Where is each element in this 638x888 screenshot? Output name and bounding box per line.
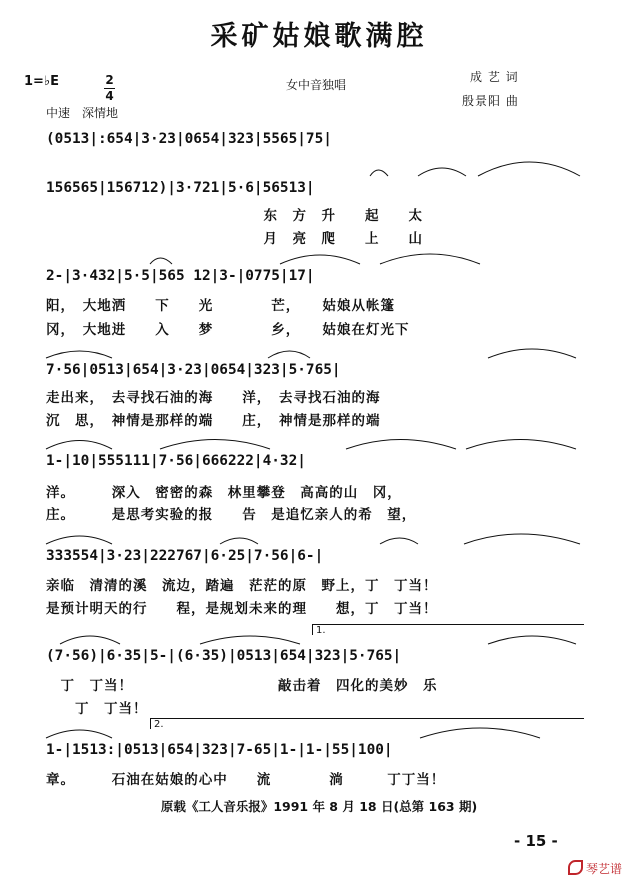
- notation-line-5: 1-|10|555111|7·56|666222|4·32|: [46, 453, 306, 469]
- source-note: 原载《工人音乐报》1991 年 8 月 18 日(总第 163 期): [160, 799, 478, 814]
- lyric-line-3b: 冈， 大地进 入 梦 乡， 姑娘在灯光下: [46, 322, 410, 338]
- slur: [268, 351, 310, 358]
- notation-line-8: 1-|1513:|0513|654|323|7-65|1-|1-|55|100|: [46, 742, 393, 758]
- slur: [418, 168, 466, 176]
- volta-bracket-1: 1.: [312, 624, 584, 635]
- song-title: 采矿姑娘歌满腔: [210, 21, 428, 52]
- logo-icon: [568, 860, 583, 875]
- notation-line-1: (0513|:654|3·23|0654|323|5565|75|: [46, 131, 332, 147]
- lyricist-credit: 成 艺 词: [470, 70, 519, 84]
- time-bottom: 4: [105, 89, 114, 103]
- slur: [280, 255, 360, 264]
- slur: [60, 636, 120, 644]
- tempo-marking: 中速 深情地: [46, 106, 119, 120]
- performance-type: 女中音独唱: [286, 78, 347, 92]
- slur: [160, 440, 270, 450]
- composer-credit: 殷景阳 曲: [462, 94, 519, 108]
- slur: [420, 728, 540, 738]
- slur: [150, 258, 172, 264]
- slur: [466, 440, 576, 450]
- lyric-line-5b: 庄。 是思考实验的报 告 是追忆亲人的希 望，: [46, 507, 417, 523]
- notation-line-4: 7·56|0513|654|3·23|0654|323|5·765|: [46, 362, 341, 378]
- lyric-line-5a: 洋。 深入 密密的森 林里攀登 高高的山 冈，: [46, 485, 402, 501]
- watermark-logo: [568, 860, 622, 877]
- time-top: 2: [105, 73, 114, 87]
- slur: [488, 636, 576, 644]
- slur: [464, 534, 580, 544]
- notation-line-2: 156565|156712)|3·721|5·6|56513|: [46, 180, 315, 196]
- notation-line-3: 2-|3·432|5·5|565 12|3-|0775|17|: [46, 268, 315, 284]
- page-number: - 15 -: [514, 832, 558, 850]
- lyric-line-4b: 沉 思， 神情是那样的端 庄， 神情是那样的端: [46, 413, 381, 429]
- slur: [46, 441, 112, 450]
- slur: [370, 170, 388, 176]
- slur: [220, 538, 258, 544]
- watermark-text: 琴艺谱: [586, 862, 623, 876]
- lyric-line-6b: 是预计明天的行 程，是规划未来的理 想，丁 丁当！: [46, 601, 438, 617]
- notation-line-7: (7·56)|6·35|5-|(6·35)|0513|654|323|5·765|: [46, 648, 402, 664]
- key-signature: 1=♭E: [24, 74, 59, 89]
- lyric-line-3a: 阳， 大地洒 下 光 芒， 姑娘从帐篷: [46, 298, 395, 314]
- slur: [200, 636, 300, 644]
- volta-bracket-2: 2.: [150, 718, 584, 729]
- lyric-line-4a: 走出来， 去寻找石油的海 洋， 去寻找石油的海: [46, 390, 381, 406]
- slur: [46, 536, 112, 544]
- slur: [478, 162, 580, 176]
- slur: [46, 351, 112, 358]
- lyric-line-2a: 东 方 升 起 太: [46, 208, 423, 224]
- slur: [380, 254, 480, 264]
- lyric-line-2b: 月 亮 爬 上 山: [46, 231, 423, 247]
- lyric-line-6a: 亲临 清清的溪 流边，踏遍 茫茫的原 野上，丁 丁当！: [46, 578, 438, 594]
- slur: [46, 730, 112, 738]
- notation-line-6: 333554|3·23|222767|6·25|7·56|6-|: [46, 548, 324, 564]
- lyric-line-7b: 丁 丁当！: [46, 701, 148, 717]
- slur: [488, 349, 576, 358]
- lyric-line-8: 章。 石油在姑娘的心中 流 淌 丁丁当！: [46, 772, 446, 788]
- lyric-line-7a: 丁 丁当！ 敲击着 四化的美妙 乐: [46, 678, 438, 694]
- slur: [380, 538, 418, 544]
- slur: [346, 440, 456, 450]
